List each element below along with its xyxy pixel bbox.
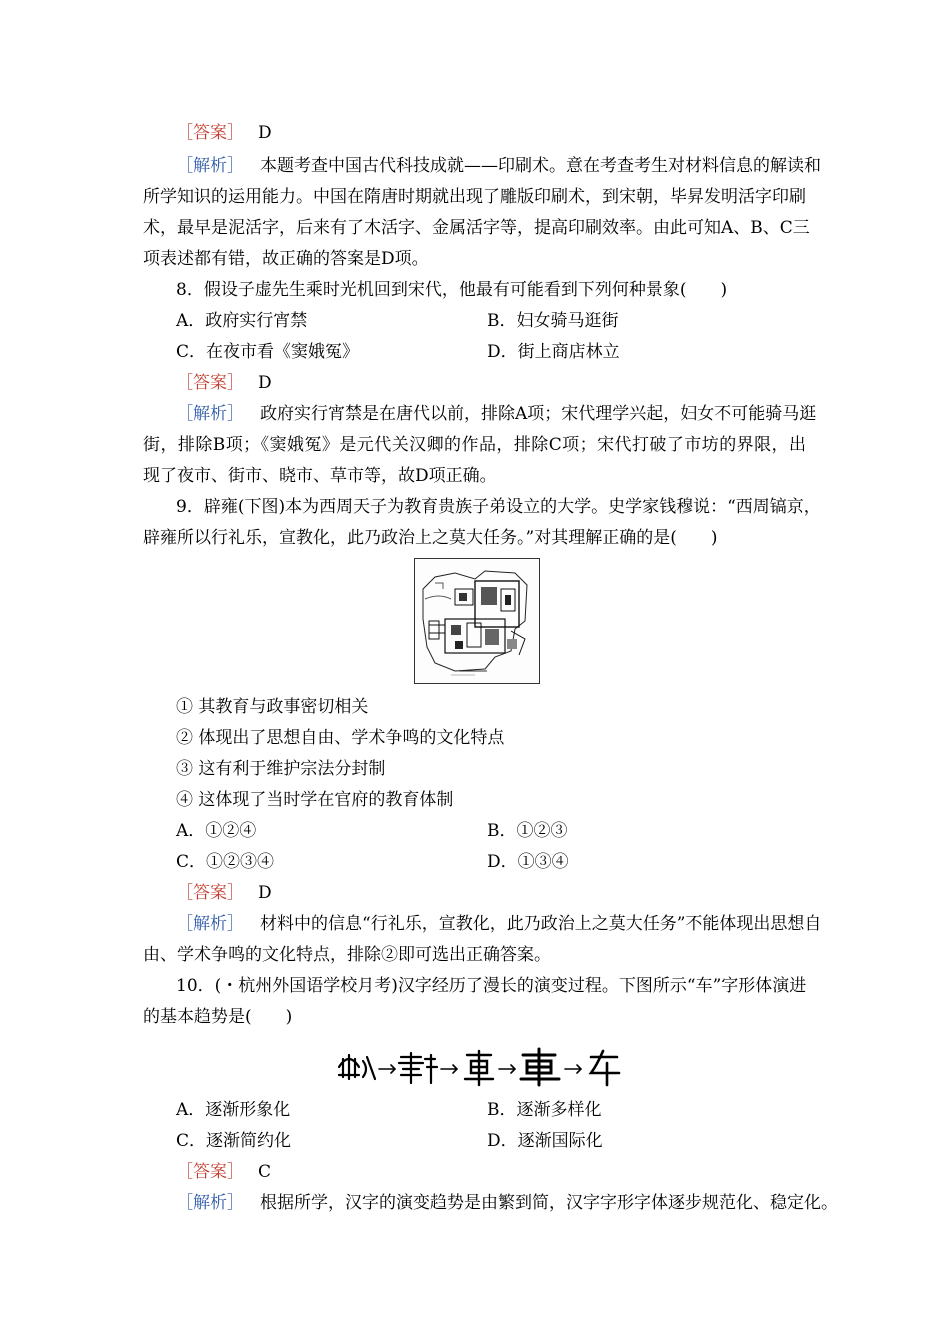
- answer-tag: ［答案］: [176, 1162, 244, 1182]
- q10-stem-line-2: 的基本趋势是( ): [143, 1007, 293, 1027]
- q10-option-a: A．逐渐形象化: [176, 1100, 291, 1120]
- q9-statement-3: ③ 这有利于维护宗法分封制: [176, 759, 386, 779]
- q7-analysis-line-2: 所学知识的运用能力。中国在隋唐时期就出现了雕版印刷术，到宋朝，毕昇发明活字印刷: [143, 187, 806, 207]
- q9-stem-line-1: 9．辟雍(下图)本为西周天子为教育贵族子弟设立的大学。史学家钱穆说：“西周镐京，: [176, 497, 821, 517]
- q9-statement-4: ④ 这体现了当时学在官府的教育体制: [176, 790, 454, 810]
- q9-option-c: C．①②③④: [176, 852, 275, 872]
- q8-answer: [176, 373, 272, 393]
- q8-option-d: D．街上商店林立: [487, 342, 620, 362]
- q8-option-c: C．在夜市看《窦娥冤》: [176, 342, 360, 362]
- analysis-tag: ［解析］: [176, 404, 244, 424]
- answer-value: C: [258, 1162, 272, 1182]
- q9-stem-line-2: 辟雍所以行礼乐，宣教化，此乃政治上之莫大任务。”对其理解正确的是( ): [143, 528, 718, 548]
- analysis-tag: ［解析］: [176, 914, 244, 934]
- q9-analysis-line-1: ［解析］ 材料中的信息“行礼乐，宣教化，此乃政治上之莫大任务”不能体现出思想自: [176, 914, 822, 934]
- biyong-site-plan-figure: [414, 558, 540, 684]
- q7-answer: [176, 123, 272, 143]
- q7-analysis-line-1: ［解析］ 本题考查中国古代科技成就——印刷术。意在考查考生对材料信息的解读和: [176, 156, 821, 176]
- q8-option-a: A．政府实行宵禁: [176, 311, 308, 331]
- q9-statement-1: ① 其教育与政事密切相关: [176, 697, 369, 717]
- q10-option-c: C．逐渐简约化: [176, 1131, 292, 1151]
- q9-analysis-line-2: 由、学术争鸣的文化特点，排除②即可选出正确答案。: [143, 945, 551, 965]
- q7-analysis-line-3: 术，最早是泥活字，后来有了木活字、金属活字等，提高印刷效率。由此可知A、B、C三: [143, 218, 810, 238]
- q9-option-b: B．①②③: [487, 821, 568, 841]
- q10-analysis-line-1: ［解析］ 根据所学，汉字的演变趋势是由繁到简，汉字字形字体逐步规范化、稳定化。: [176, 1193, 838, 1213]
- che-character-evolution-figure: [335, 1045, 631, 1087]
- answer-tag: ［答案］: [176, 373, 244, 393]
- q7-analysis-line-4: 项表述都有错，故正确的答案是D项。: [143, 249, 429, 269]
- che-glyph-sequence: [335, 1045, 631, 1087]
- answer-value: D: [258, 373, 272, 393]
- analysis-tag: ［解析］: [176, 156, 244, 176]
- q9-answer: [176, 883, 272, 903]
- analysis-tag: ［解析］: [176, 1193, 244, 1213]
- answer-tag: ［答案］: [176, 883, 244, 903]
- q10-answer: [176, 1162, 271, 1182]
- q8-analysis-line-1: ［解析］ 政府实行宵禁是在唐代以前，排除A项；宋代理学兴起，妇女不可能骑马逛: [176, 404, 817, 424]
- answer-value: D: [258, 883, 272, 903]
- q10-option-b: B．逐渐多样化: [487, 1100, 602, 1120]
- q9-statement-2: ② 体现出了思想自由、学术争鸣的文化特点: [176, 728, 505, 748]
- q8-option-b: B．妇女骑马逛街: [487, 311, 619, 331]
- q8-analysis-line-3: 现了夜市、街市、晓市、草市等，故D项正确。: [143, 466, 497, 486]
- q10-stem-line-1: 10．(・杭州外国语学校月考)汉字经历了漫长的演变过程。下图所示“车”字形体演进: [176, 976, 807, 996]
- q8-stem: 8．假设子虚先生乘时光机回到宋代，他最有可能看到下列何种景象( ): [176, 280, 728, 300]
- q9-option-d: D．①③④: [487, 852, 569, 872]
- q10-option-d: D．逐渐国际化: [487, 1131, 603, 1151]
- biyong-site-plan-drawing: [415, 559, 539, 683]
- answer-tag: ［答案］: [176, 123, 244, 143]
- answer-value: D: [258, 123, 272, 143]
- q8-analysis-line-2: 街，排除B项；《窦娥冤》是元代关汉卿的作品，排除C项；宋代打破了市坊的界限，出: [143, 435, 806, 455]
- q9-option-a: A．①②④: [176, 821, 257, 841]
